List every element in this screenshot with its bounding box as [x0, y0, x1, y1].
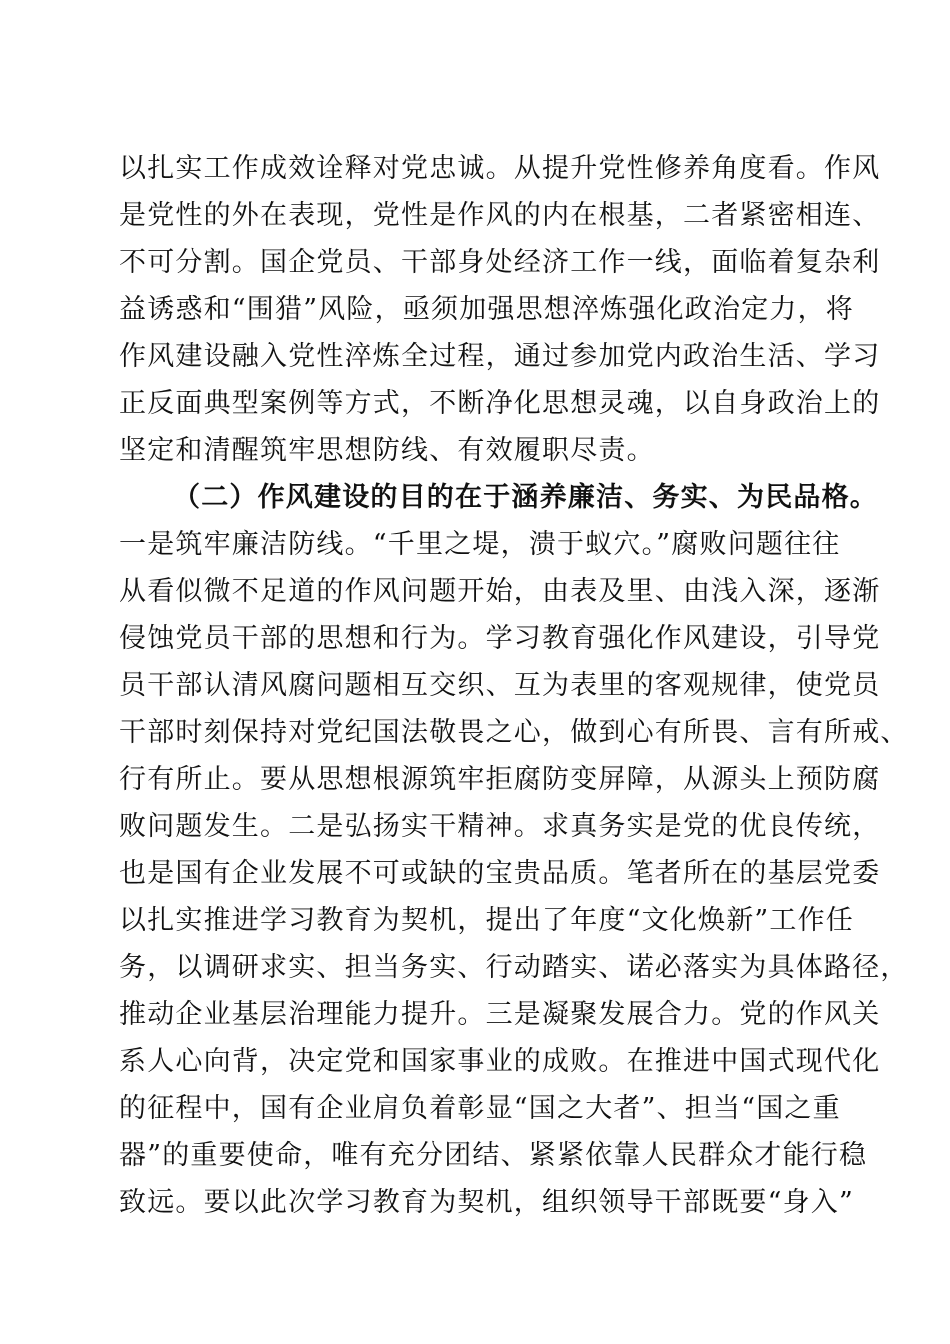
text-line: 是党性的外在表现，党性是作风的内在根基，二者紧密相连、: [119, 200, 881, 231]
text-line: 的征程中，国有企业肩负着彰显“国之大者”、担当“国之重: [119, 1093, 841, 1124]
text-line: 以扎实推进学习教育为契机，提出了年度“文化焕新”工作任: [119, 905, 855, 936]
text-line: 从看似微不足道的作风问题开始，由表及里、由浅入深，逐渐: [119, 576, 881, 607]
text-line: 员干部认清风腐问题相互交织、互为表里的客观规律，使党员: [119, 670, 881, 701]
text-line: 系人心向背，决定党和国家事业的成败。在推进中国式现代化: [119, 1046, 881, 1077]
text-line: 行有所止。要从思想根源筑牢拒腐防变屏障，从源头上预防腐: [119, 764, 881, 795]
text-line: 正反面典型案例等方式，不断净化思想灵魂，以自身政治上的: [119, 388, 881, 419]
text-line: 器”的重要使命，唯有充分团结、紧紧依靠人民群众才能行稳: [119, 1140, 868, 1171]
text-line: 不可分割。国企党员、干部身处经济工作一线，面临着复杂利: [119, 247, 881, 278]
text-line: 务，以调研求实、担当务实、行动踏实、诺必落实为具体路径，: [119, 952, 909, 983]
text-line: 作风建设融入党性淬炼全过程，通过参加党内政治生活、学习: [119, 341, 881, 372]
text-line: 干部时刻保持对党纪国法敬畏之心，做到心有所畏、言有所戒、: [119, 717, 909, 748]
section-heading: （二）作风建设的目的在于涵养廉洁、务实、为民品格。: [173, 482, 878, 513]
text-line: 益诱惑和“围猎”风险，亟须加强思想淬炼强化政治定力，将: [119, 294, 855, 325]
document-body: [119, 145, 909, 1226]
text-line: 也是国有企业发展不可或缺的宝贵品质。笔者所在的基层党委: [119, 858, 881, 889]
text-line: 一是筑牢廉洁防线。“千里之堤，溃于蚁穴。”腐败问题往往: [119, 529, 841, 560]
text-line: 以扎实工作成效诠释对党忠诚。从提升党性修养角度看。作风: [119, 153, 881, 184]
text-line: 败问题发生。二是弘扬实干精神。求真务实是党的优良传统，: [119, 811, 881, 842]
text-line: 坚定和清醒筑牢思想防线、有效履职尽责。: [119, 435, 655, 466]
text-line: 侵蚀党员干部的思想和行为。学习教育强化作风建设，引导党: [119, 623, 881, 654]
text-line: 致远。要以此次学习教育为契机，组织领导干部既要“身入”: [119, 1187, 855, 1218]
text-line: 推动企业基层治理能力提升。三是凝聚发展合力。党的作风关: [119, 999, 881, 1030]
